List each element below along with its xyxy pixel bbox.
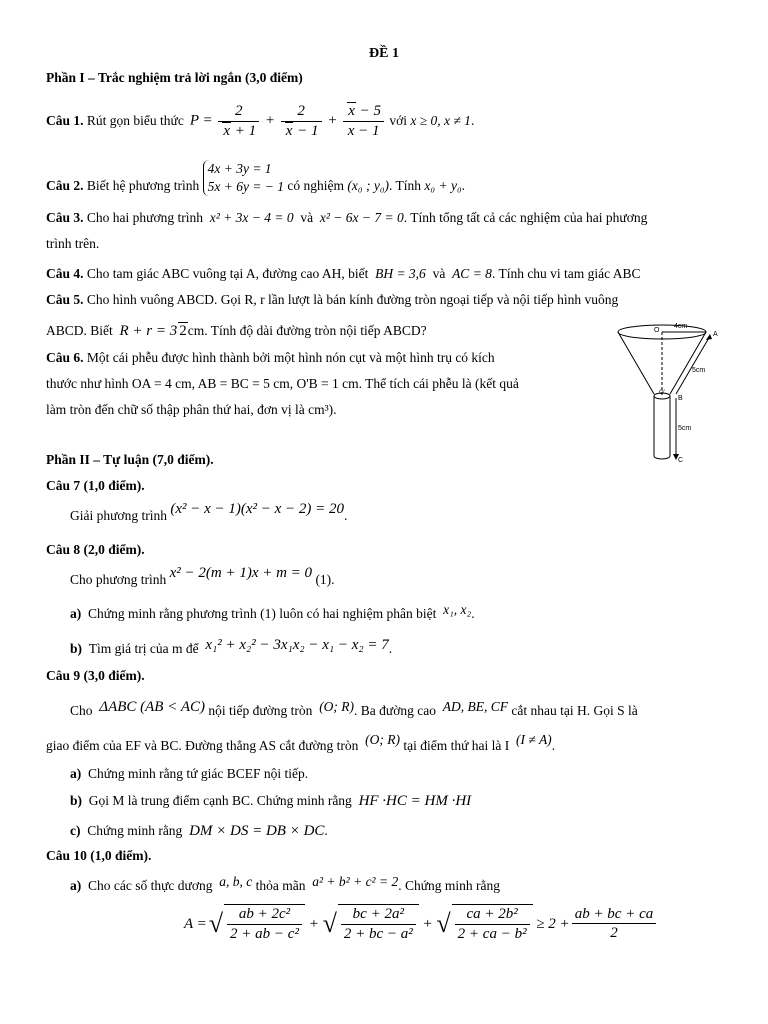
question-3 (46, 210, 647, 226)
q9-circle: (O; R) (319, 699, 355, 714)
q6-line3: làm tròn đến chữ số thập phân thứ hai, đơn vị là cm³). (46, 402, 337, 417)
q1-text: Rút gọn biểu thức (86, 112, 184, 128)
q10-a-text: Cho các số thực dương (88, 878, 213, 893)
q9-a-text: Chứng minh rằng tứ giác BCEF nội tiếp. (88, 766, 309, 781)
q8-a-text: Chứng minh rằng phương trình (1) luôn có hai nghiệm phân biệt (88, 606, 437, 621)
q9-b-eq: HF ·HC = HM ·HI (358, 793, 472, 809)
fig-label-o: O (654, 327, 660, 334)
q8-num: (1). (315, 571, 335, 587)
fig-label-4cm: 4cm (674, 323, 688, 330)
q4-label: Câu 4. (46, 266, 84, 281)
q8-eq: x² − 2(m + 1)x + m = 0 (169, 565, 313, 581)
question-4 (46, 266, 641, 282)
q8-text: Cho phương trình (70, 571, 167, 587)
question-1: Câu 1. Rút gọn biểu thức P = $\frac{2}{x + 1}$ + $\frac{2}{x - 1}$ + $\frac{x - 5}{x - 1}$ với x ≥ 0, x ≠ 1 . (46, 102, 475, 139)
q9-c-eq: DM × DS = DB × DC (189, 823, 325, 839)
q1-condition: x ≥ 0, x ≠ 1 (410, 112, 471, 128)
question-7 (70, 501, 348, 524)
q9-c-label: c) (70, 823, 81, 838)
q9-text1: Cho (70, 703, 93, 718)
q3-eq-b: x² − 6x − 7 = 0 (319, 210, 404, 225)
q7-label: Câu 7 (1,0 điểm). (46, 478, 145, 493)
q1-cond-word: với (389, 112, 407, 128)
q9-c: c) Chứng minh rằng DM × DS = DB × DC. (70, 823, 328, 839)
q9-line2b: tại điểm thứ hai là I (403, 738, 510, 753)
q10-vars: a, b, c (219, 874, 253, 889)
q2-eq2: 5x + 6y = − 1 (207, 178, 285, 194)
q2-mid: có nghiệm (287, 177, 345, 193)
fig-label-5cm-bottom: 5cm (678, 425, 692, 432)
q1-formula: P = $\frac{2}{x + 1}$ + $\frac{2}{x - 1}$ + $\frac{x - 5}{x - 1}$ (190, 102, 386, 141)
q9-circle2: (O; R) (365, 732, 400, 747)
q8-a-label: a) (70, 606, 82, 621)
q4-bh: BH = 3,6 (375, 266, 426, 281)
exam-title: ĐỀ 1 (369, 46, 399, 61)
fig-label-c: C (678, 457, 684, 464)
q9-b (70, 792, 471, 810)
q10-inequality: A = √ $\frac{\text{ab + 2c²}}{\text{2 + ab − c²}}$ + √ $\frac{\text{bc + 2a²}}{\text{2 + bc − a²}}$ + √ $\frac{\text{ca + 2b²}}{\text{2 + ca − b²}}$ ≥ 2 + $\frac{ab + bc + ca}{2}$ (184, 904, 658, 944)
q9-b-text: Gọi M là trung điểm cạnh BC. Chứng minh rằng (88, 793, 352, 808)
q9-c-text: Chứng minh rằng (87, 823, 183, 838)
q2-eq1: 4x + 3y = 1 (207, 160, 272, 176)
q5-label: Câu 5. (46, 292, 84, 307)
q9-a (70, 766, 308, 782)
q5-line2b: cm. Tính độ dài đường tròn nội tiếp ABCD? (187, 323, 427, 338)
q3-text: Cho hai phương trình (86, 210, 203, 225)
q7-text: Giải phương trình (70, 507, 167, 523)
q9-triangle: ΔABC (AB < AC) (99, 699, 205, 715)
q4-and: và (432, 266, 446, 281)
fig-label-b: B (678, 395, 683, 402)
funnel-figure (610, 318, 730, 466)
part1-heading: Phần I – Trắc nghiệm trả lời ngắn (3,0 điểm) (46, 70, 303, 85)
q2-system (203, 160, 284, 196)
q5-line2 (46, 322, 427, 340)
q6-label: Câu 6. (46, 350, 84, 365)
q10-tail: . Chứng minh rằng (398, 878, 501, 893)
q8-b-label: b) (70, 641, 83, 656)
q5-root: 2 (179, 323, 187, 339)
q9-text2: nội tiếp đường tròn (208, 703, 313, 718)
q3-label: Câu 3. (46, 210, 84, 225)
q3-line2: trình trên. (46, 236, 100, 251)
q8-b-text: Tìm giá trị của m để (88, 641, 199, 656)
q8-label: Câu 8 (2,0 điểm). (46, 542, 145, 557)
q3-tail: . Tính tổng tất cả các nghiệm của hai phương (403, 210, 648, 225)
fig-label-5cm-top: 5cm (692, 367, 706, 374)
q2-pair: (x₀ ; y₀) (347, 177, 390, 193)
q8-a: a) Chứng minh rằng phương trình (1) luôn có hai nghiệm phân biệt x₁, x₂. (70, 602, 475, 621)
fig-label-a: A (713, 331, 718, 338)
q9-b-label: b) (70, 793, 83, 808)
q1-label: Câu 1. (46, 112, 84, 128)
q8-b-eq: x₁² + x₂² − 3x₁x₂ − x₁ − x₂ = 7 (205, 637, 389, 653)
q4-text: Cho tam giác ABC vuông tại A, đường cao AH, biết (86, 266, 369, 281)
q6-text: Một cái phễu được hình thành bởi một hình nón cụt và một hình trụ có kích (86, 350, 495, 365)
q5-sum: R + r = 3 (119, 323, 178, 339)
question-9 (70, 699, 638, 720)
q9-a-label: a) (70, 766, 82, 781)
q8-b: b) Tìm giá trị của m để x₁² + x₂² − 3x₁x₂ − x₁ − x₂ = 7. (70, 637, 393, 656)
q9-altitudes: AD, BE, CF (442, 699, 508, 714)
q3-eq-a: x² + 3x − 4 = 0 (209, 210, 294, 225)
q10-cond: a² + b² + c² = 2 (312, 874, 399, 889)
q2-tail: . Tính (389, 177, 422, 193)
q2-text: Biết hệ phương trình (86, 177, 200, 193)
q9-line2: giao điểm của EF và BC. Đường thẳng AS cắt đường tròn (O; R) tại điểm thứ hai là I (I ≠ A). (46, 732, 556, 753)
fig-label-oprime: O' (659, 390, 665, 396)
q2-label: Câu 2. (46, 177, 84, 193)
q9-line2a: giao điểm của EF và BC. Đường thẳng AS cắt đường tròn (46, 738, 359, 753)
q7-eq: (x² − x − 1)(x² − x − 2) = 20 (170, 501, 345, 517)
q2-expr: x₀ + y₀ (424, 177, 462, 193)
q6-line2: thước như hình OA = 4 cm, AB = BC = 5 cm, O'B = 1 cm. Thể tích cái phễu là (kết quả (46, 376, 519, 391)
question-6 (46, 350, 495, 366)
q4-tail: . Tính chu vi tam giác ABC (491, 266, 641, 281)
q5-text: Cho hình vuông ABCD. Gọi R, r lần lượt là bán kính đường tròn ngoại tiếp và nội tiếp hình vuông (86, 292, 619, 307)
question-8 (70, 565, 335, 588)
q9-neq: (I ≠ A) (516, 732, 552, 747)
q5-line2a: ABCD. Biết (46, 323, 113, 338)
q9-text4: cắt nhau tại H. Gọi S là (511, 703, 638, 718)
question-5 (46, 292, 618, 308)
q10-a-label: a) (70, 878, 82, 893)
q9-label: Câu 9 (3,0 điểm). (46, 668, 145, 683)
q10-label: Câu 10 (1,0 điểm). (46, 848, 152, 863)
q7-end: . (344, 507, 348, 523)
q10-a (70, 874, 501, 894)
q4-ac: AC = 8 (452, 266, 492, 281)
q8-a-roots: x₁, x₂ (443, 602, 472, 617)
q9-text3: . Ba đường cao (354, 703, 436, 718)
q10-mid: thỏa mãn (255, 878, 306, 893)
q3-and: và (300, 210, 314, 225)
part2-heading: Phần II – Tự luận (7,0 điểm). (46, 452, 214, 467)
question-2: Câu 2. Biết hệ phương trình 4x + 3y = 1 5x + 6y = − 1 có nghiệm (x₀ ; y₀) . Tính x₀ + y₀ . (46, 148, 465, 194)
